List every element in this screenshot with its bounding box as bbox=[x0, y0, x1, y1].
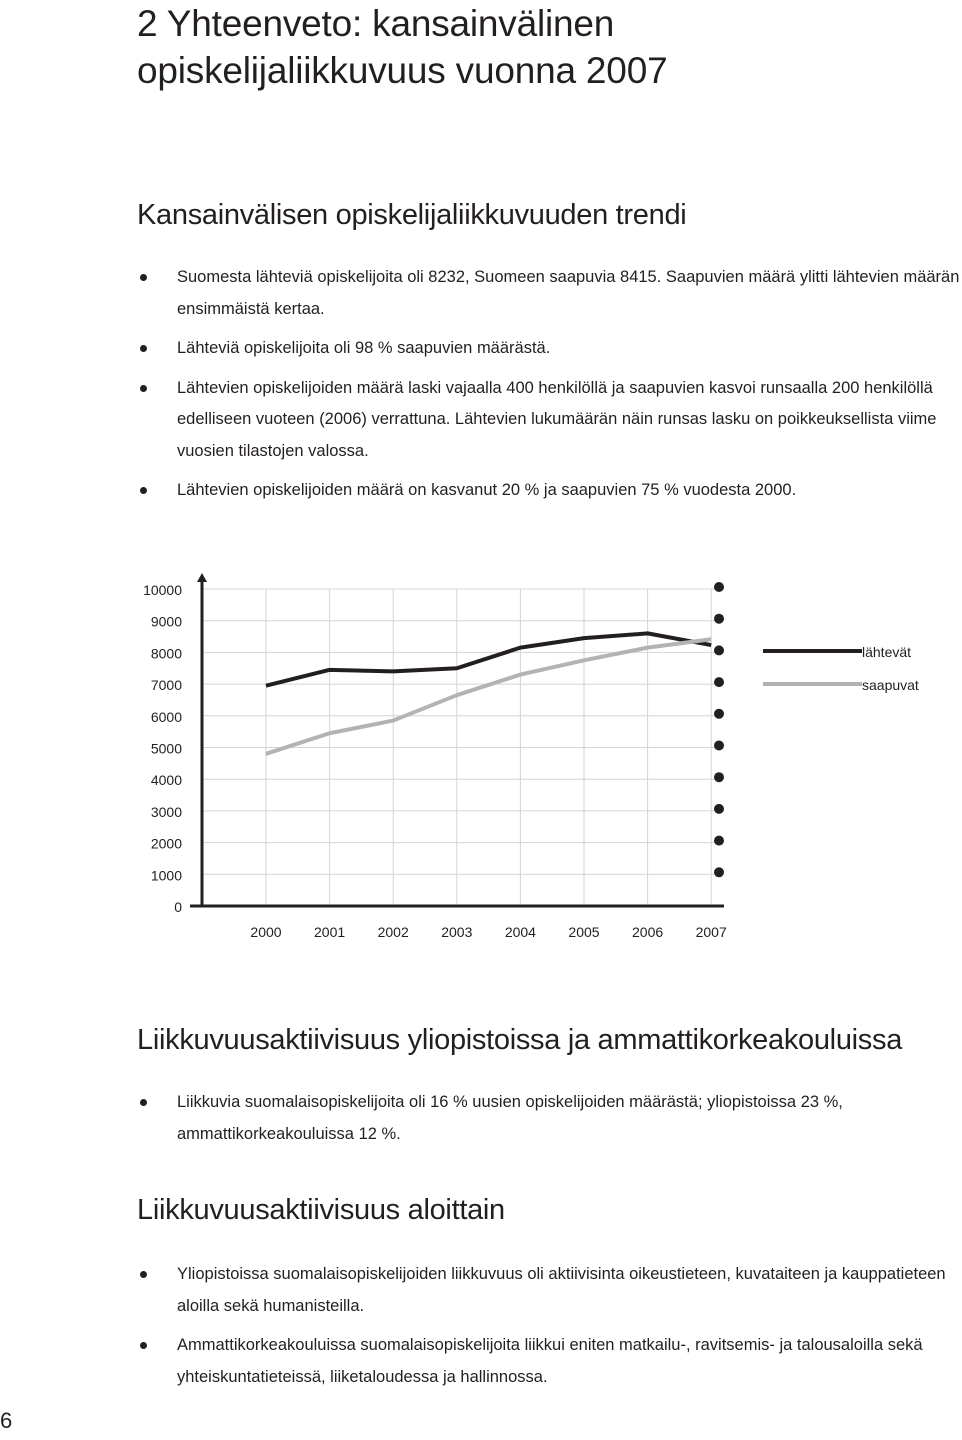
bullet-icon bbox=[140, 1099, 147, 1106]
y-tick-label: 8000 bbox=[150, 645, 182, 662]
page-title bbox=[137, 0, 937, 94]
x-tick-label: 2005 bbox=[568, 924, 600, 940]
y-tick-label: 2000 bbox=[150, 835, 182, 852]
list-item bbox=[137, 262, 962, 325]
y-tick-label: 0 bbox=[174, 899, 182, 915]
x-tick-label: 2007 bbox=[695, 924, 727, 940]
y-tick-label: 6000 bbox=[150, 708, 182, 725]
section-heading-trend: Kansainvälisen opiskelijaliikkuvuuden trendi bbox=[137, 199, 687, 231]
y-tick-label: 9000 bbox=[150, 613, 182, 630]
fields-bullet-list bbox=[137, 1259, 962, 1393]
x-tick-label: 2002 bbox=[377, 924, 409, 940]
gridline-end-dot bbox=[714, 741, 724, 751]
gridline-end-dot bbox=[714, 772, 724, 782]
bullet-text: Ammattikorkeakouluissa suomalaisopiskelijoita liikkui eniten matkailu-, ravitsemis- ja talousaloilla sekä yhteiskuntatieteissä, liiketaloudessa ja hallinnossa. bbox=[177, 1336, 923, 1386]
section-heading-activity: Liikkuvuusaktiivisuus yliopistoissa ja ammattikorkeakouluissa bbox=[137, 1024, 903, 1056]
section-heading-fields: Liikkuvuusaktiivisuus aloittain bbox=[137, 1194, 505, 1226]
y-tick-label: 5000 bbox=[150, 740, 182, 757]
y-axis-arrow-icon bbox=[197, 573, 207, 582]
gridline-end-dot bbox=[714, 645, 724, 655]
x-tick-label: 2000 bbox=[250, 924, 282, 940]
bullet-icon bbox=[140, 274, 147, 281]
legend-label: saapuvat bbox=[862, 677, 919, 693]
y-tick-label: 7000 bbox=[150, 677, 182, 694]
gridline-end-dot bbox=[714, 709, 724, 719]
bullet-icon bbox=[140, 1342, 147, 1349]
x-tick-label: 2004 bbox=[504, 924, 536, 940]
bullet-text: Lähtevien opiskelijoiden määrä laski vajaalla 400 henkilöllä ja saapuvien kasvoi runsaalla 200 henkilöllä edelliseen vuoteen (2006) verrattuna. Lähtevien lukumäärän näin runsas lasku on poikkeuksellista viime vuosien tilastojen valossa. bbox=[177, 378, 937, 460]
bullet-icon bbox=[140, 487, 147, 494]
x-tick-label: 2006 bbox=[632, 924, 664, 940]
legend-label: lähtevät bbox=[862, 644, 912, 660]
gridline-end-dot bbox=[714, 836, 724, 846]
y-tick-label: 10000 bbox=[143, 582, 182, 598]
bullet-text: Yliopistoissa suomalaisopiskelijoiden liikkuvuus oli aktiivisinta oikeustieteen, kuvataiteen ja kauppatieteen aloilla sekä humanisteilla. bbox=[177, 1265, 946, 1315]
list-item bbox=[137, 1330, 962, 1393]
gridline-end-dot bbox=[714, 614, 724, 624]
activity-bullet-list bbox=[137, 1087, 962, 1150]
list-item bbox=[137, 1259, 962, 1322]
y-tick-label: 3000 bbox=[150, 803, 182, 820]
list-item bbox=[137, 475, 962, 507]
gridline-end-dot bbox=[714, 804, 724, 814]
x-tick-label: 2001 bbox=[314, 924, 346, 940]
gridline-end-dot bbox=[714, 582, 724, 592]
list-item bbox=[137, 373, 962, 468]
bullet-icon bbox=[140, 345, 147, 352]
bullet-text: Suomesta lähteviä opiskelijoita oli 8232, Suomeen saapuvia 8415. Saapuvien määrä ylitti lähtevien määrän ensimmäistä kertaa. bbox=[177, 268, 960, 318]
trend-bullet-list bbox=[137, 262, 962, 507]
page-title-line-1: 2 Yhteenveto: kansainvälinen bbox=[137, 3, 615, 44]
y-tick-label: 4000 bbox=[150, 772, 182, 789]
bullet-text: Lähtevien opiskelijoiden määrä on kasvanut 20 % ja saapuvien 75 % vuodesta 2000. bbox=[177, 481, 797, 499]
list-item bbox=[137, 333, 962, 365]
gridline-end-dot bbox=[714, 677, 724, 687]
page-title-line-2: opiskelijaliikkuvuus vuonna 2007 bbox=[137, 50, 668, 91]
series-line-lahtevat bbox=[266, 633, 711, 685]
x-tick-label: 2003 bbox=[441, 924, 473, 940]
gridline-end-dot bbox=[714, 867, 724, 877]
bullet-text: Liikkuvia suomalaisopiskelijoita oli 16 % uusien opiskelijoiden määrästä; yliopistoissa 23 %, ammattikorkeakouluissa 12 %. bbox=[177, 1093, 843, 1143]
bullet-icon bbox=[140, 1271, 147, 1278]
student-mobility-line-chart bbox=[120, 570, 919, 950]
list-item bbox=[137, 1087, 962, 1150]
page-number: 6 bbox=[0, 1408, 13, 1433]
y-tick-label: 1000 bbox=[150, 867, 182, 884]
bullet-text: Lähteviä opiskelijoita oli 98 % saapuvien määrästä. bbox=[177, 339, 551, 357]
bullet-icon bbox=[140, 385, 147, 392]
